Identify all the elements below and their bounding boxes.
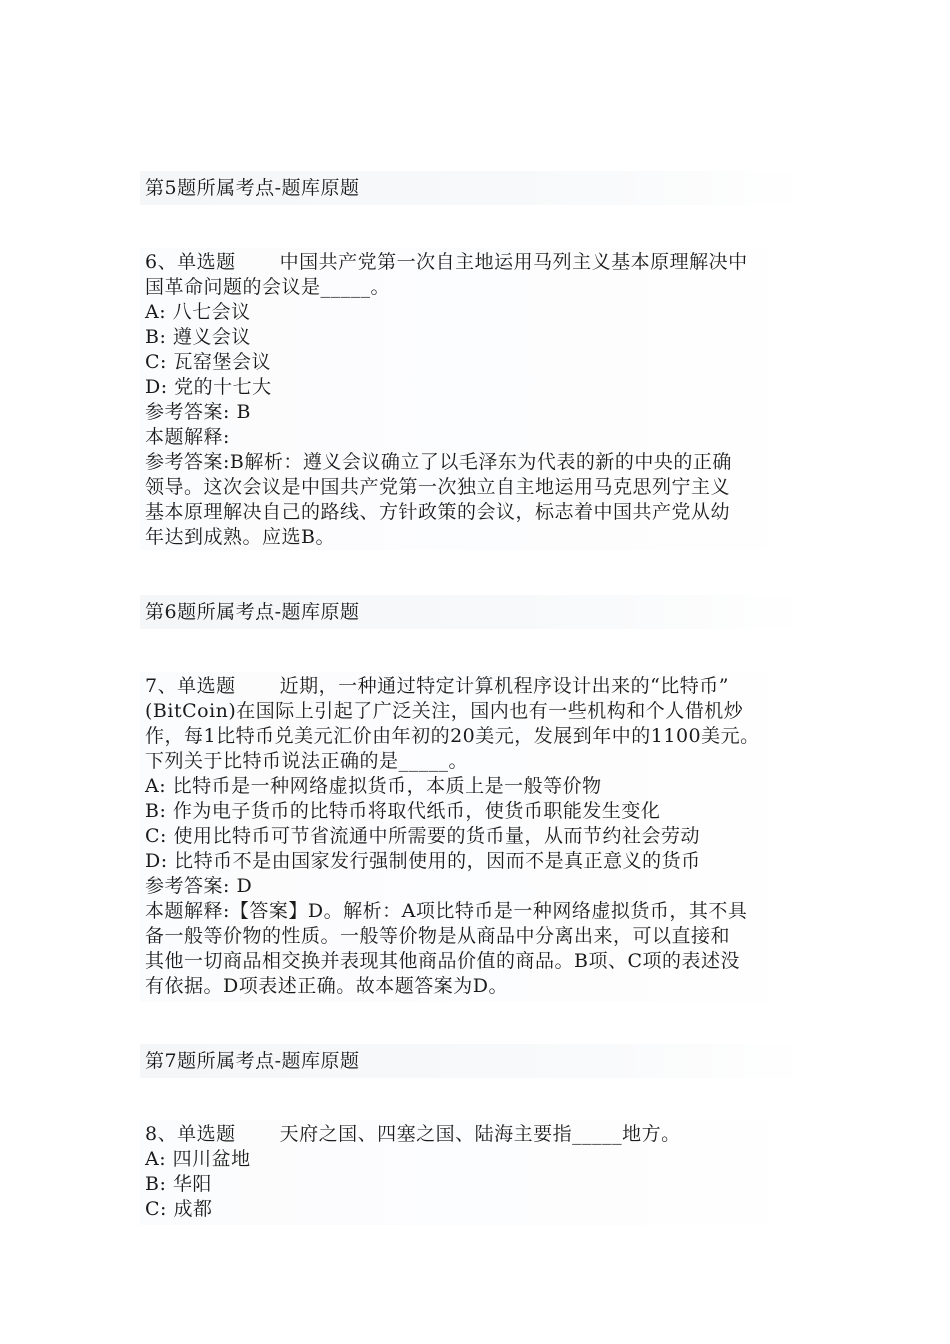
knowledge-point-bar-5 [140,171,810,205]
question-6-stem-line-2: 国革命问题的会议是_____。 [145,276,391,298]
question-7-stem-line-4: 下列关于比特币说法正确的是_____。 [145,750,469,772]
question-8-option-a: A: 四川盆地 [145,1148,251,1170]
question-6 [145,250,810,550]
question-7-option-c: C: 使用比特币可节省流通中所需要的货币量，从而节约社会劳动 [145,825,700,847]
question-6-explain-line-4: 年达到成熟。应选B。 [145,526,335,548]
knowledge-point-6: 第6题所属考点-题库原题 [145,601,360,623]
knowledge-point-bar-7 [140,1044,810,1078]
question-7-explain-line-4: 有依据。D项表述正确。故本题答案为D。 [145,975,508,997]
question-8-option-b: B: 华阳 [145,1173,212,1195]
question-7-option-a: A: 比特币是一种网络虚拟货币，本质上是一般等价物 [145,775,602,797]
question-7-explain-line-3: 其他一切商品相交换并表现其他商品价值的商品。B项、C项的表述没 [145,950,741,972]
question-7 [145,674,810,999]
question-6-stem-text: 中国共产党第一次自主地运用马列主义基本原理解决中 [279,251,748,273]
question-6-explain-label: 本题解释: [145,426,230,448]
question-6-explain-line-3: 基本原理解决自己的路线、方针政策的会议，标志着中国共产党从幼 [145,501,731,523]
question-8-option-c: C: 成都 [145,1198,213,1220]
question-7-option-b: B: 作为电子货币的比特币将取代纸币，使货币职能发生变化 [145,800,661,822]
question-6-answer: 参考答案: B [145,401,251,423]
question-6-option-a: A: 八七会议 [145,301,251,323]
question-6-stem-line-1 [145,250,810,275]
question-6-option-d: D: 党的十七大 [145,376,272,398]
question-8-type: 8、单选题 [145,1123,236,1145]
question-7-type: 7、单选题 [145,675,236,697]
question-7-stem-line-2: (BitCoin)在国际上引起了广泛关注，国内也有一些机构和个人借机炒 [145,700,744,722]
question-6-explain-line-1: 参考答案:B解析：遵义会议确立了以毛泽东为代表的新的中央的正确 [145,451,732,473]
question-6-type: 6、单选题 [145,251,236,273]
knowledge-point-5: 第5题所属考点-题库原题 [145,177,360,199]
question-7-option-d: D: 比特币不是由国家发行强制使用的，因而不是真正意义的货币 [145,850,701,872]
knowledge-point-bar-6 [140,595,810,629]
question-7-stem-line-3: 作，每1比特币兑美元汇价由年初的20美元，发展到年中的1100美元。 [145,725,760,747]
question-6-option-b: B: 遵义会议 [145,326,251,348]
question-8-stem-text: 天府之国、四塞之国、陆海主要指_____地方。 [279,1123,681,1145]
question-7-answer: 参考答案: D [145,875,253,897]
question-7-stem-line-1 [145,674,810,699]
question-6-explain-line-2: 领导。这次会议是中国共产党第一次独立自主地运用马克思列宁主义 [145,476,731,498]
question-8 [145,1122,810,1222]
question-8-stem-line-1 [145,1122,810,1147]
question-7-stem-text: 近期，一种通过特定计算机程序设计出来的“比特币” [279,675,730,697]
question-7-explain-line-1: 本题解释:【答案】D。解析：A项比特币是一种网络虚拟货币，其不具 [145,900,748,922]
question-6-option-c: C: 瓦窑堡会议 [145,351,271,373]
question-7-explain-line-2: 备一般等价物的性质。一般等价物是从商品中分离出来，可以直接和 [145,925,731,947]
knowledge-point-7: 第7题所属考点-题库原题 [145,1050,360,1072]
